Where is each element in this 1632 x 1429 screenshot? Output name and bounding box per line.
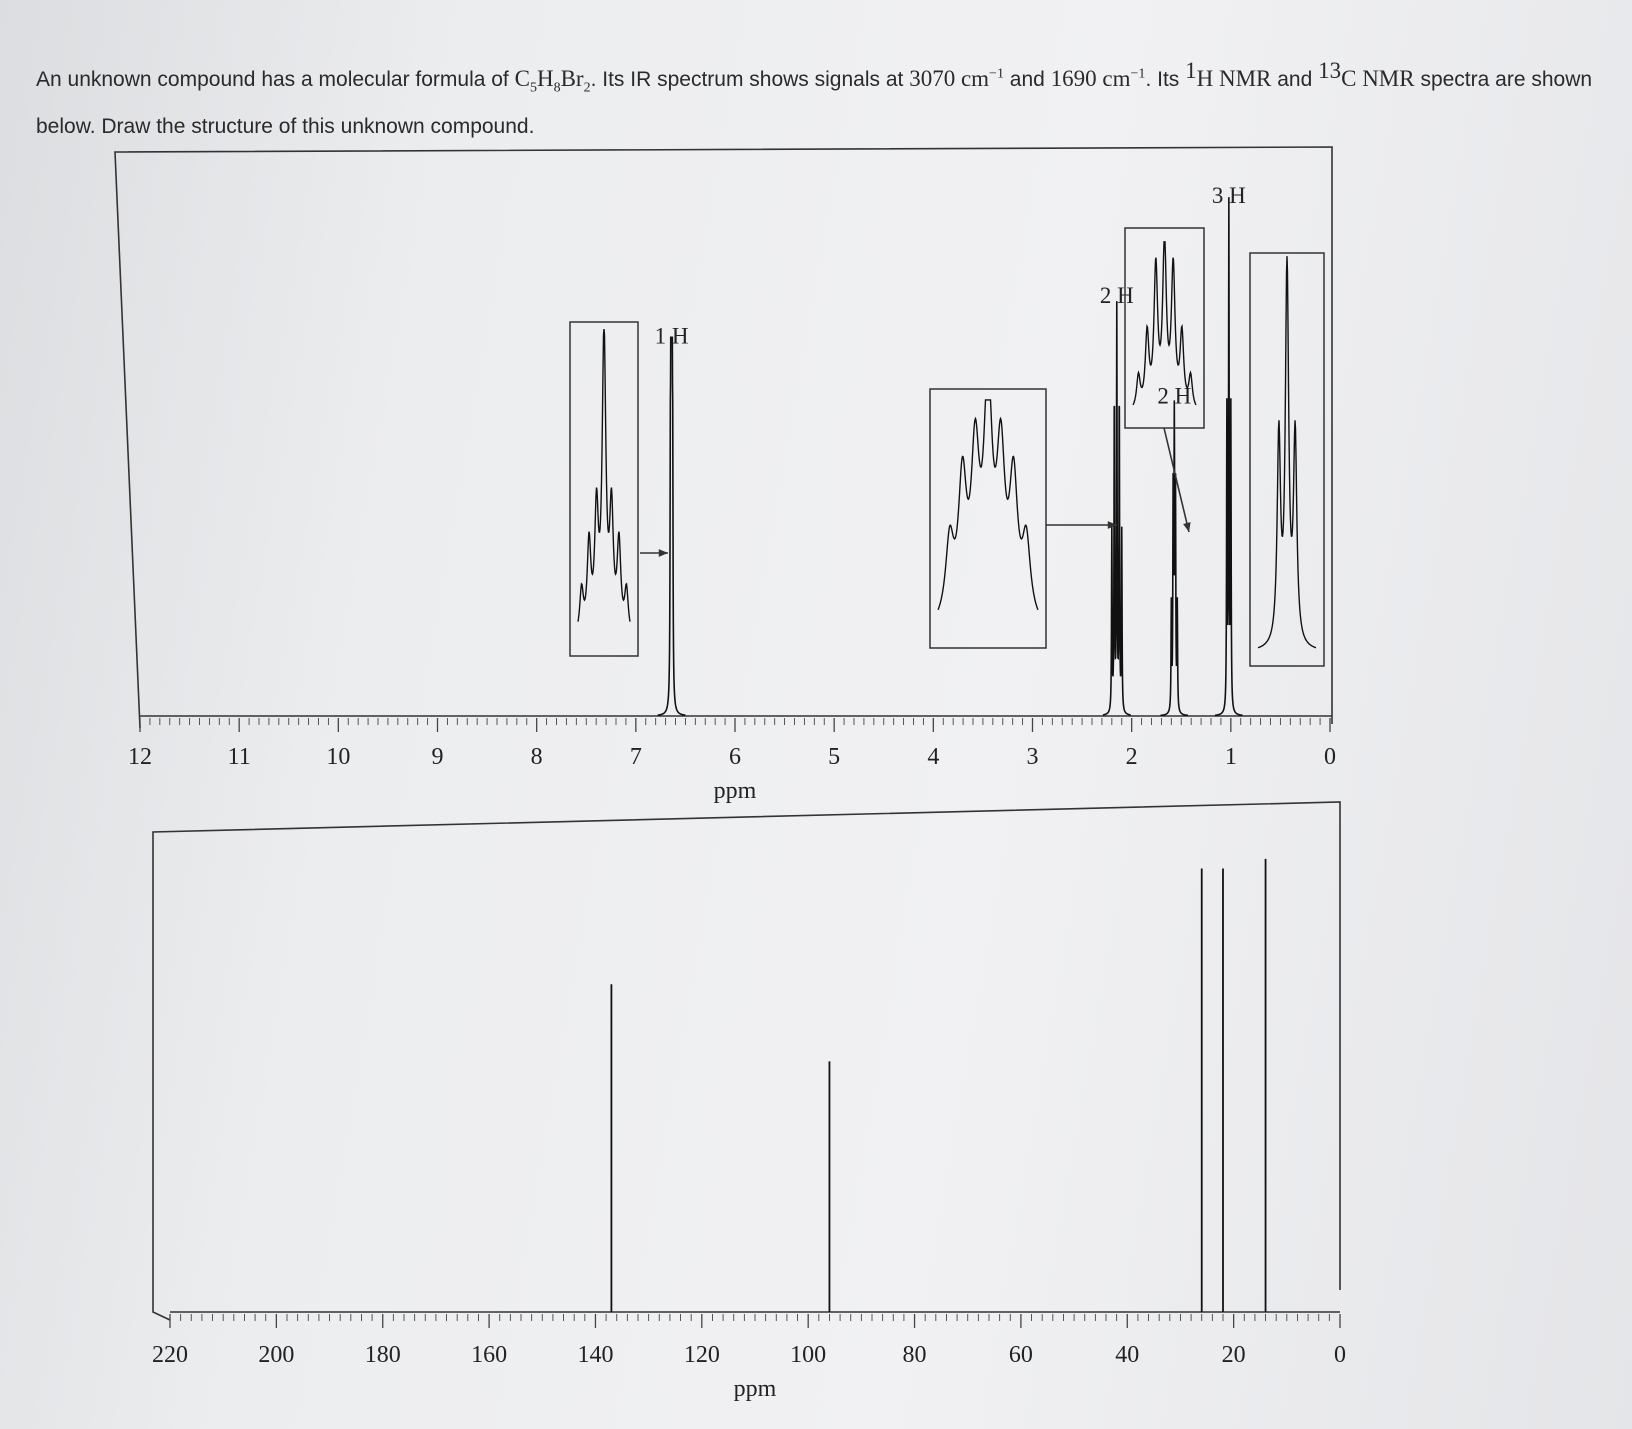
- h-tick-label: 2: [1125, 744, 1138, 770]
- h-tick-label: 3: [1026, 744, 1039, 770]
- h-expansion-trace: [938, 400, 1038, 610]
- h-integration-label: 2 H: [1157, 383, 1192, 409]
- c-tick-label: 0: [1334, 1342, 1346, 1368]
- h-expansion-inset: [1250, 253, 1324, 666]
- question-part: . Its: [1145, 68, 1186, 91]
- arrowhead: [659, 549, 668, 557]
- h-expansion-trace: [1133, 242, 1196, 405]
- ir-signal-2: 1690 $cm^{-1}$: [1050, 66, 1146, 91]
- h-tick-label: 10: [326, 744, 351, 770]
- c-tick-label: 60: [1008, 1342, 1033, 1368]
- h-tick-label: 9: [431, 744, 444, 770]
- c-tick-label: 180: [364, 1342, 401, 1368]
- c-axis-label: ppm: [733, 1376, 777, 1402]
- h-nmr-chart: [115, 147, 1336, 804]
- h-integration-label: 1 H: [654, 323, 689, 349]
- molecular-formula: $C_5H_8Br_2$: [514, 66, 591, 96]
- c-tick-label: 80: [902, 1342, 927, 1368]
- h-tick-label: 8: [530, 744, 543, 770]
- h-tick-label: 7: [629, 744, 642, 770]
- question-part: An unknown compound has a molecular formula of: [36, 68, 515, 91]
- h-expansion-trace: [578, 329, 630, 621]
- h-expansion-inset: [930, 389, 1046, 648]
- expansion-arrow: [1164, 428, 1189, 532]
- h-nmr-peak: [1215, 197, 1243, 715]
- c-tick-label: 160: [471, 1342, 508, 1368]
- h-integration-label: 3 H: [1211, 183, 1246, 208]
- h-nmr-peak: [1160, 400, 1188, 715]
- c-tick-label: 100: [790, 1342, 827, 1368]
- c-tick-label: 40: [1115, 1342, 1140, 1368]
- c-nmr-chart: [152, 802, 1346, 1402]
- h-superscript: 1: [1185, 58, 1197, 83]
- h-tick-label: 0: [1324, 744, 1336, 770]
- c-plot-frame: [153, 802, 1340, 1320]
- c-superscript: 13: [1318, 58, 1342, 83]
- h-axis-label: ppm: [713, 778, 757, 804]
- h-tick-label: 1: [1224, 744, 1237, 770]
- h-tick-label: 12: [128, 744, 152, 770]
- h-expansion-trace: [1258, 256, 1316, 648]
- question-part: spectra are shown below. Draw the structure of this unknown compound.: [36, 68, 1593, 138]
- h-tick-label: 11: [227, 744, 251, 770]
- question-part: and: [1003, 68, 1051, 91]
- arrowhead: [1183, 522, 1191, 532]
- question-part: . Its IR spectrum shows signals at: [590, 68, 910, 91]
- c-tick-label: 20: [1221, 1342, 1246, 1368]
- h-integration-label: 2 H: [1099, 283, 1134, 309]
- h-nmr-label: H NMR: [1196, 66, 1272, 91]
- h-nmr-peak: [658, 337, 686, 715]
- c-tick-label: 140: [577, 1342, 614, 1368]
- h-plot-frame: [115, 147, 1332, 728]
- h-tick-label: 5: [828, 744, 841, 770]
- h-nmr-peak: [1103, 301, 1131, 715]
- ir-signal-1: 3070 $cm^{-1}$: [909, 66, 1004, 91]
- c-tick-label: 220: [152, 1342, 188, 1368]
- question-part: and: [1271, 68, 1319, 91]
- h-tick-label: 4: [927, 744, 940, 770]
- c-tick-label: 120: [683, 1342, 720, 1368]
- c-tick-label: 200: [258, 1342, 295, 1368]
- c-nmr-label: C NMR: [1341, 66, 1415, 91]
- h-tick-label: 6: [729, 744, 741, 770]
